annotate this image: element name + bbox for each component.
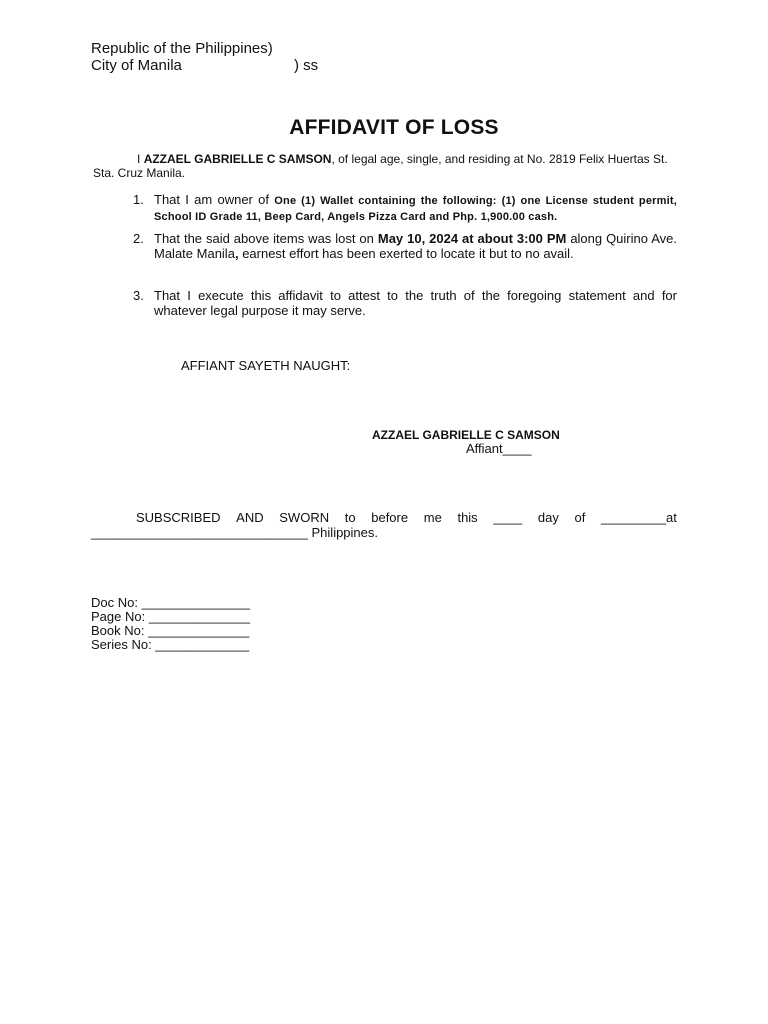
- intro-prefix: I: [137, 152, 141, 166]
- jurat-word: me: [423, 510, 442, 525]
- jurat-word: SUBSCRIBED: [136, 510, 221, 525]
- jurat-word: _________at: [600, 510, 677, 525]
- item-number: 2.: [133, 231, 144, 246]
- jurat-paragraph: [91, 510, 677, 540]
- item-text: That I execute this affidavit to attest to the truth of the foregoing statement and for whatever legal purpose it may serve.: [154, 288, 677, 318]
- item-number: 1.: [133, 192, 144, 207]
- item-tail: earnest effort has been exerted to locate it but to no avail.: [242, 245, 574, 261]
- jurat-word: to: [344, 510, 356, 525]
- document-title: AFFIDAVIT OF LOSS: [289, 116, 499, 139]
- jurat-word: AND: [236, 510, 264, 525]
- intro-rest: , of legal age, single, and residing at No. 2819 Felix Huertas St. Sta. Cruz Manila.: [93, 152, 668, 180]
- jurat-line-1: [91, 510, 677, 525]
- affiant-label: Affiant____: [466, 441, 532, 456]
- book-number-field: Book No: ______________: [91, 623, 250, 638]
- page-number-field: Page No: ______________: [91, 609, 251, 624]
- affiant-sayeth: AFFIANT SAYETH NAUGHT:: [181, 358, 351, 373]
- series-number-field: Series No: _____________: [91, 637, 250, 652]
- venue-city: [91, 57, 319, 74]
- intro-name: AZZAEL GABRIELLE C SAMSON: [143, 152, 332, 166]
- jurat-word: before: [371, 510, 409, 525]
- intro-paragraph: [93, 152, 683, 180]
- jurat-word: this: [457, 510, 478, 525]
- item-lead: That I am owner of: [154, 192, 269, 207]
- list-item: [133, 289, 677, 318]
- item-mid: along Quirino Ave. Malate Manila: [154, 231, 677, 261]
- item-number: 3.: [133, 288, 144, 303]
- doc-number-field: Doc No: _______________: [91, 595, 251, 610]
- venue-city-name: City of Manila: [91, 57, 182, 74]
- item-comma: ,: [234, 245, 239, 261]
- list-item: [133, 193, 677, 224]
- item-lead: That the said above items was lost on: [154, 231, 374, 246]
- jurat-word: ____: [493, 510, 523, 525]
- venue-republic: Republic of the Philippines): [91, 40, 273, 57]
- affiant-name: AZZAEL GABRIELLE C SAMSON: [372, 428, 560, 442]
- jurat-word: day: [537, 510, 559, 525]
- list-item: [133, 232, 677, 261]
- item-bold: One (1) Wallet containing the following: (1) one License student permit, School ID Grade 11, Beep Card, Angels Pizza Card and Php. 1,900.00 cash.: [154, 195, 677, 223]
- jurat-line-2: ______________________________ Philippines.: [91, 525, 378, 540]
- venue-ss: ) ss: [294, 57, 319, 74]
- jurat-word: of: [574, 510, 586, 525]
- jurat-word: SWORN: [279, 510, 330, 525]
- item-bold: May 10, 2024 at about 3:00 PM: [377, 231, 567, 246]
